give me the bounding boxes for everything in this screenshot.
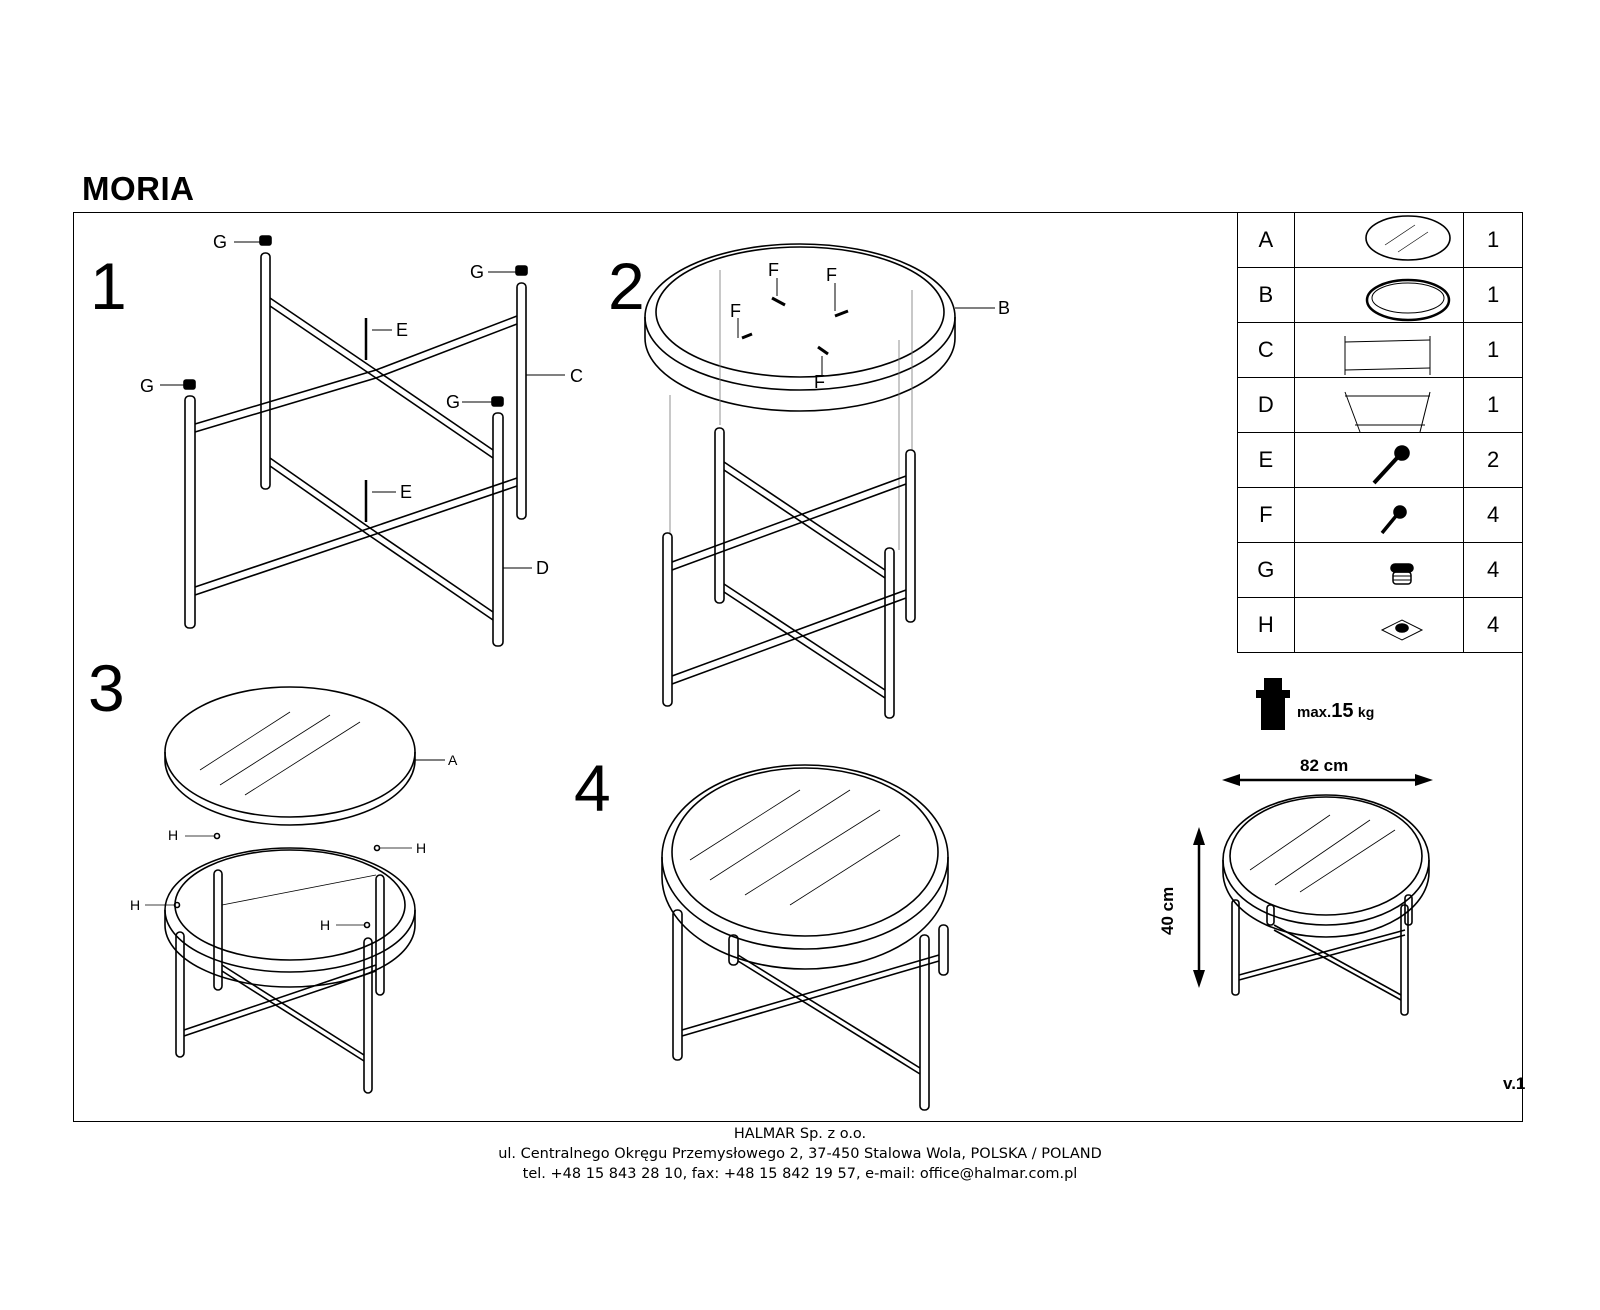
label-b: B bbox=[998, 298, 1011, 318]
label-g: G bbox=[140, 376, 155, 396]
part-icon-cell bbox=[1294, 213, 1464, 268]
label-g: G bbox=[213, 232, 228, 252]
step4-finished-table bbox=[662, 765, 948, 1110]
label-c: C bbox=[570, 366, 583, 386]
label-a: A bbox=[448, 752, 458, 768]
part-qty: 4 bbox=[1464, 598, 1523, 653]
width-dimension: 82 cm bbox=[1300, 756, 1349, 775]
label-h: H bbox=[168, 827, 179, 843]
label-h: H bbox=[130, 897, 141, 913]
label-f: F bbox=[814, 372, 825, 392]
part-qty: 1 bbox=[1464, 268, 1523, 323]
product-title: MORIA bbox=[82, 170, 195, 207]
step2-tray-assembly bbox=[645, 244, 995, 718]
step-number-4: 4 bbox=[574, 751, 611, 825]
version-label: v.1 bbox=[1503, 1074, 1526, 1093]
part-icon-cell bbox=[1294, 378, 1464, 433]
part-letter: H bbox=[1238, 598, 1295, 653]
part-qty: 1 bbox=[1464, 213, 1523, 268]
part-qty: 1 bbox=[1464, 323, 1523, 378]
part-icon-cell bbox=[1294, 543, 1464, 598]
parts-row bbox=[1238, 543, 1523, 598]
label-g: G bbox=[470, 262, 485, 282]
label-e: E bbox=[400, 482, 413, 502]
label-f: F bbox=[768, 260, 779, 280]
part-qty: 1 bbox=[1464, 378, 1523, 433]
parts-row bbox=[1238, 378, 1523, 433]
part-letter: G bbox=[1238, 543, 1295, 598]
label-h: H bbox=[416, 840, 427, 856]
label-f: F bbox=[826, 265, 837, 285]
step-number-3: 3 bbox=[88, 651, 125, 725]
parts-row bbox=[1238, 433, 1523, 488]
max-load-value: 15 bbox=[1331, 700, 1354, 722]
label-g: G bbox=[446, 392, 461, 412]
parts-row bbox=[1238, 268, 1523, 323]
part-qty: 4 bbox=[1464, 543, 1523, 598]
label-f: F bbox=[730, 301, 741, 321]
part-letter: F bbox=[1238, 488, 1295, 543]
dimension-view bbox=[1193, 678, 1433, 1015]
part-qty: 2 bbox=[1464, 433, 1523, 488]
part-letter: C bbox=[1238, 323, 1295, 378]
max-load bbox=[1297, 700, 1374, 723]
label-d: D bbox=[536, 558, 549, 578]
max-load-unit: kg bbox=[1357, 704, 1375, 720]
step3-glass-install bbox=[145, 687, 445, 1093]
step-number-2: 2 bbox=[608, 249, 645, 323]
footer-contact: tel. +48 15 843 28 10, fax: +48 15 842 19 57, e-mail: office@halmar.com.pl bbox=[522, 1166, 1078, 1182]
max-load-prefix: max. bbox=[1297, 704, 1332, 721]
part-icon-cell bbox=[1294, 488, 1464, 543]
part-icon-cell bbox=[1294, 323, 1464, 378]
step-number-1: 1 bbox=[90, 249, 127, 323]
part-icon-cell bbox=[1294, 268, 1464, 323]
part-icon-cell bbox=[1294, 598, 1464, 653]
parts-row bbox=[1238, 488, 1523, 543]
height-dimension: 40 cm bbox=[1158, 886, 1177, 935]
step1-leg-frames bbox=[160, 236, 565, 646]
part-letter: D bbox=[1238, 378, 1295, 433]
part-letter: A bbox=[1238, 213, 1295, 268]
footer-company: HALMAR Sp. z o.o. bbox=[733, 1126, 867, 1142]
label-h: H bbox=[320, 917, 331, 933]
part-letter: B bbox=[1238, 268, 1295, 323]
label-e: E bbox=[396, 320, 409, 340]
part-icon-cell bbox=[1294, 433, 1464, 488]
parts-list-table bbox=[1237, 212, 1523, 653]
parts-row bbox=[1238, 323, 1523, 378]
part-qty: 4 bbox=[1464, 488, 1523, 543]
footer-address: ul. Centralnego Okręgu Przemysłowego 2, 37-450 Stalowa Wola, POLSKA / POLAND bbox=[498, 1146, 1102, 1162]
part-letter: E bbox=[1238, 433, 1295, 488]
parts-row bbox=[1238, 598, 1523, 653]
parts-row bbox=[1238, 213, 1523, 268]
